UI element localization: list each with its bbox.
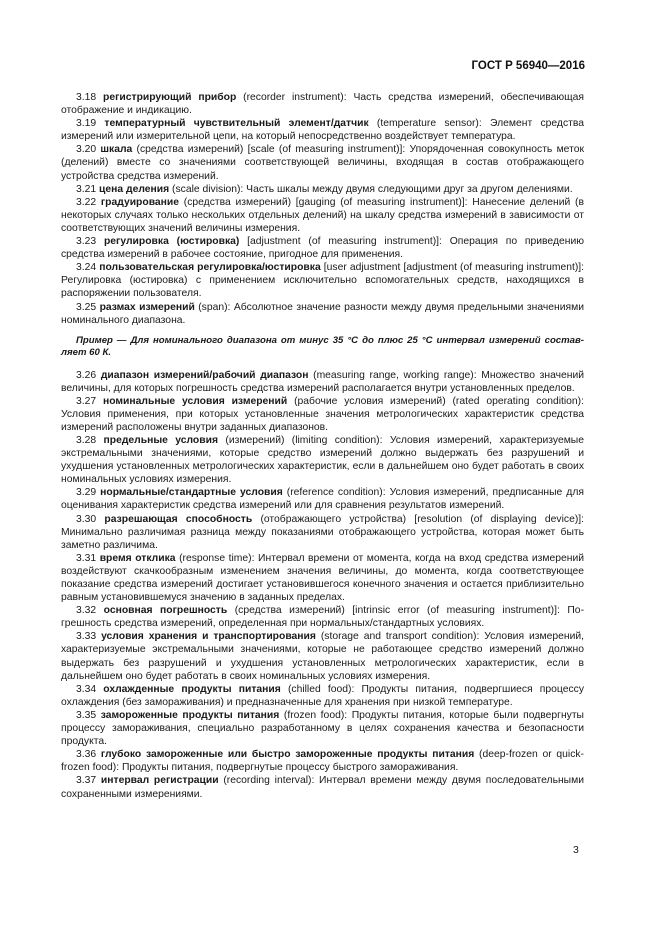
standard-code: ГОСТ Р 56940—2016 [471,60,585,72]
definition-entry [61,552,584,604]
definition-entry [61,235,584,261]
entry-text: (temperature sensor): Элемент средства измерений или измерительной цепи, на который непосредственно воздействует температура. [61,118,584,143]
entry-text: (измерений) (limiting condition): Условия измерений, характеризуемые экстремальными значениями, которые средство измерений должно выдержать без разрушений и ухудшения установленных метрологических характеристик, если в дальнейшем оно будет работать в своих номинальных условиях измерения. [61,434,584,486]
definition-entry [61,301,584,327]
definition-entry [61,630,584,682]
definition-entry [61,369,584,395]
definition-entry [61,434,584,486]
entry-number: 3.32 [76,605,97,617]
definition-entry [61,91,584,117]
entry-text: (response time): Интервал времени от момента, когда на вход средства измерений воздействуют скачкообразным изменением значения величины, до момента, когда соответствующее показание средства измерений достигает установившегося конечного значения и остается приблизительно равным установившемуся значению в заданных пределах. [61,552,584,604]
entry-text: (reference condition): Условия измерений, предписанные для оценивания характеристик средства измерений или для сравнения результатов измерений. [61,487,584,512]
entry-text: (chilled food): Продукты питания, подвергшиеся процессу охлаждения (без замораживания) и предназначенные для хранения при низкой температуре. [61,683,584,708]
entry-number: 3.36 [76,749,97,761]
entry-number: 3.34 [76,683,97,695]
entry-number: 3.19 [76,118,97,130]
entry-term: диапазон измерений/рабочий диапазон [100,369,309,381]
example-note: Пример — Для номинального диапазона от минус 35 °С до плюс 25 °С интервал измерений составляет 60 К. [61,334,584,359]
entry-text: (frozen food): Продукты питания, которые были подвергнуты процессу замораживания, специально разработанному в целях сохранения качества и безопасности продукта. [61,709,584,748]
entry-number: 3.18 [76,92,97,103]
entry-number: 3.37 [76,775,97,787]
entry-number: 3.35 [76,709,97,721]
definition-entry [61,183,584,196]
entry-term: основная погрешность [103,605,228,617]
entry-term: пользовательская регулировка/юстировка [99,262,321,274]
entry-term: номинальные условия измерений [102,395,288,407]
entry-text: (storage and transport condition): Условия измерений, характеризуемые экстремальными значениями, которые не работающее средство измерений должно выдержать без разрушений и ухудшения установленных метрологических характеристик, если в дальнейшем оно будет работать в своих номинальных условиях измерения. [61,631,585,682]
entry-number: 3.22 [76,196,97,208]
definition-entry [61,143,584,182]
entry-number: 3.25 [76,301,97,313]
definitions-list-a [61,91,584,327]
definition-entry [61,709,584,748]
entry-term: разрешающая способность [104,513,253,525]
definition-entry [61,395,584,434]
entry-term: цена деления [99,183,170,195]
entry-number: 3.24 [76,262,97,274]
definition-entry [61,117,584,143]
definition-entry [61,748,584,774]
entry-term: размах измерений [99,301,195,313]
entry-text: (recorder instrument): Часть средства измерений, обеспечивающая отображение и индикацию. [61,92,585,117]
entry-text: (recording interval): Интервал времени между двумя последовательными сохраненными измерениями. [61,775,585,800]
entry-number: 3.28 [76,434,97,446]
entry-number: 3.30 [76,513,97,525]
entry-number: 3.27 [76,395,97,407]
entry-text: (measuring range, working range): Множество значений величины, для которых погрешность средства измерений располагается внутри установленных пределов. [61,369,584,394]
entry-term: время отклика [99,552,176,564]
entry-text: [adjustment (of measuring instrument)]: Операция по приведению средства измерений в рабочее состояние, пригодное для применения. [61,236,584,261]
entry-term: шкала [100,144,133,156]
definition-entry [61,774,584,800]
entry-text: (отображающего устройства) [resolution (of displaying device)]: Минимально различимая разница между показаниями отображающего устройства, которая может быть заметно различима. [61,513,585,551]
entry-number: 3.20 [76,144,97,156]
entry-number: 3.23 [76,236,97,248]
entry-number: 3.29 [76,487,97,499]
definition-entry [61,683,584,709]
entry-number: 3.33 [76,631,97,643]
entry-term: регистрирующий прибор [103,92,237,103]
page-number: 3 [573,844,579,856]
entry-text: (span): Абсолютное значение разности между двумя предельными значениями номинального диапазона. [61,301,584,326]
entry-term: регулировка (юстировка) [103,236,240,248]
entry-term: температурный чувствительный элемент/датчик [104,118,369,130]
entry-term: условия хранения и транспортирования [101,631,316,643]
definition-entry [61,604,584,630]
definition-entry [61,513,584,552]
entry-term: замороженные продукты питания [100,709,280,721]
definition-entry [61,261,584,300]
definitions-content [61,91,584,801]
entry-term: нормальные/стандартные условия [100,487,283,499]
definitions-list-b [61,369,584,801]
entry-term: охлажденные продукты питания [103,683,281,695]
entry-term: глубоко замороженные или быстро замороженные продукты питания [100,749,475,761]
entry-text: [user adjustment [adjustment (of measuring instrument)]: Регулировка (юстировка) с применением исключительно вспомогательных средств, находящихся в распоряжении пользователя. [61,262,585,300]
entry-number: 3.21 [76,183,97,195]
entry-text: (scale division): Часть шкалы между двумя следующими друг за другом делениями. [169,183,573,195]
entry-text: (deep-frozen or quick-frozen food): Продукты питания, подвергнутые процессу быстрого замораживания. [61,749,584,774]
entry-term: предельные условия [103,434,219,446]
entry-text: (средства измерений) [scale (of measuring instrument)]: Упорядоченная совокупность меток (делений) вместе со значениями соответствующей величины, входящая в состав отображающего устройства средства измерений. [61,144,584,182]
entry-term: интервал регистрации [100,775,219,787]
entry-number: 3.31 [76,552,97,564]
definition-entry [61,196,584,235]
entry-term: градуирование [100,196,180,208]
entry-text: (рабочие условия измерений) (rated operating condition): Условия применения, при которых установленные значения метрологических характеристик средства измерений расположены внутри заданных диапазонов. [61,395,585,433]
definition-entry [61,486,584,512]
entry-number: 3.26 [76,369,97,381]
entry-text: (средства измерений) [intrinsic error (of measuring instrument)]: Погрешность средства измерений, определенная при нормальных/стандартных условиях. [61,605,585,630]
entry-text: (средства измерений) [gauging (of measuring instrument)]: Нанесение делений (в некоторых случаях только нескольких отдельных делений) на шкалу средства измерений в зависимости от соответствующих значений величины измерения. [61,196,584,234]
